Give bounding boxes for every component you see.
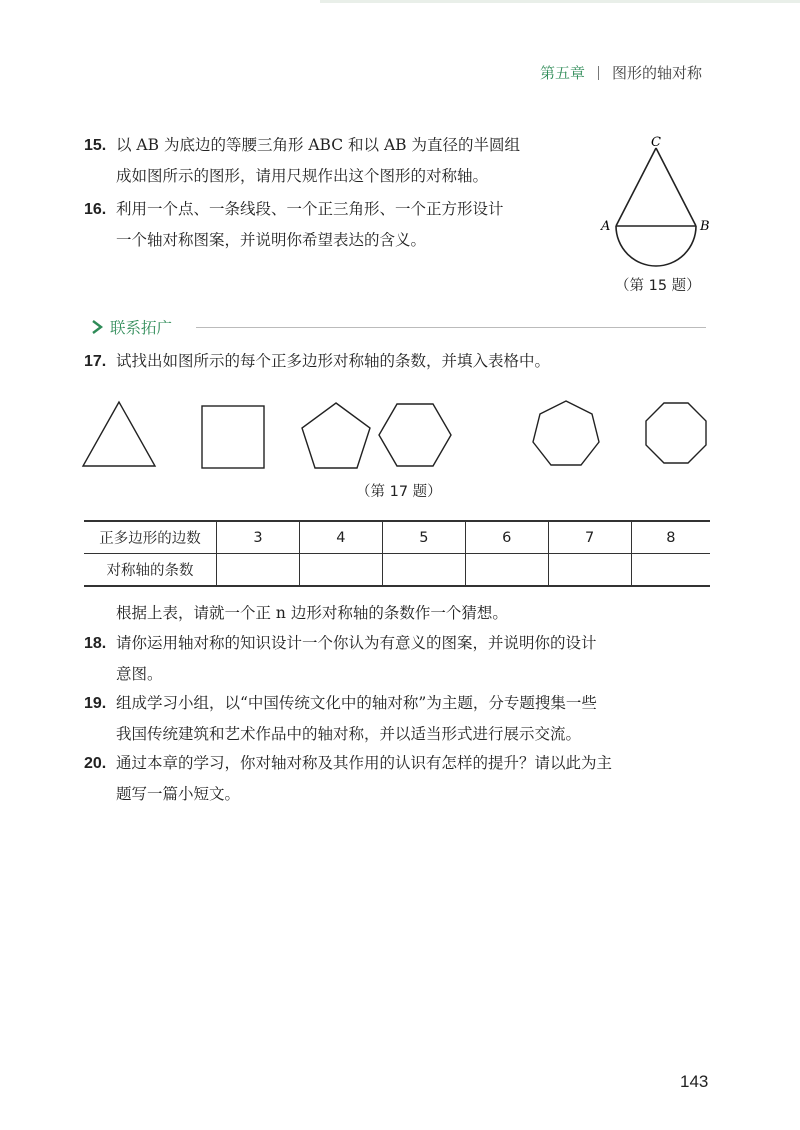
header-divider [598,66,599,80]
table-header-axes: 对称轴的条数 [84,554,217,587]
table-cell: 8 [631,521,710,554]
question-number: 15. [84,137,107,154]
table-row [84,521,710,554]
question-number: 18. [84,635,107,652]
question-number: 17. [84,353,107,370]
figure-17-polygons [80,396,716,476]
semicircle [616,226,696,266]
section-rule [196,327,706,328]
question-17 [84,346,724,377]
chapter-title: 图形的轴对称 [612,64,703,82]
question-line: 题写一篇小短文。 [116,785,241,803]
triangle-side-ac [616,148,656,226]
polygon-heptagon [533,401,599,465]
question-line: 成如图所示的图形，请用尺规作出这个图形的对称轴。 [116,167,489,185]
table-cell: 3 [217,521,300,554]
chevron-right-icon [90,320,104,334]
table-cell: 6 [465,521,548,554]
table-empty-cell[interactable] [217,554,300,587]
question-line: 我国传统建筑和艺术作品中的轴对称，并以适当形式进行展示交流。 [116,725,582,743]
table-cell: 4 [299,521,382,554]
figure-15 [598,134,716,274]
polygon-octagon [646,403,706,463]
label-a: A [601,219,611,234]
polygon-triangle [83,402,155,466]
polygon-hexagon [379,404,451,466]
table-empty-cell[interactable] [465,554,548,587]
question-line: 请你运用轴对称的知识设计一个你认为有意义的图案，并说明你的设计 [116,634,597,652]
label-c: C [651,135,661,150]
question-number: 20. [84,755,107,772]
figure-17-caption: （第 17 题） [356,484,442,500]
page-header [540,62,702,83]
page-number: 143 [680,1072,709,1091]
table-empty-cell[interactable] [548,554,631,587]
question-line: 通过本章的学习，你对轴对称及其作用的认识有怎样的提升？请以此为主 [116,754,613,772]
question-18 [84,628,724,689]
triangle-side-bc [656,148,696,226]
question-line: 试找出如图所示的每个正多边形对称轴的条数，并填入表格中。 [116,352,551,370]
question-20 [84,748,724,809]
label-b: B [700,219,710,234]
table-row [84,554,710,587]
question-number: 16. [84,201,107,218]
question-line: 一个轴对称图案，并说明你希望表达的含义。 [116,231,427,249]
section-heading [86,315,716,339]
question-15 [84,130,604,191]
question-16 [84,194,604,255]
figure-15-caption: （第 15 题） [615,278,701,294]
polygon-pentagon [302,403,370,468]
question-line: 组成学习小组，以“中国传统文化中的轴对称”为主题，分专题搜集一些 [116,694,597,712]
question-line: 以 AB 为底边的等腰三角形 ABC 和以 AB 为直径的半圆组 [116,136,520,154]
table-followup: 根据上表，请就一个正 n 边形对称轴的条数作一个猜想。 [116,604,508,622]
question-number: 19. [84,695,107,712]
polygon-square [202,406,264,468]
section-label: 联系拓广 [110,319,173,337]
question-line: 意图。 [116,665,163,683]
table-header-sides: 正多边形的边数 [84,521,217,554]
table-empty-cell[interactable] [382,554,465,587]
question-line: 利用一个点、一条线段、一个正三角形、一个正方形设计 [116,200,504,218]
table-empty-cell[interactable] [299,554,382,587]
polygon-table [84,520,710,587]
table-cell: 7 [548,521,631,554]
top-rule [320,0,800,3]
table-cell: 5 [382,521,465,554]
table-empty-cell[interactable] [631,554,710,587]
chapter-label: 第五章 [540,64,586,82]
question-19 [84,688,724,749]
